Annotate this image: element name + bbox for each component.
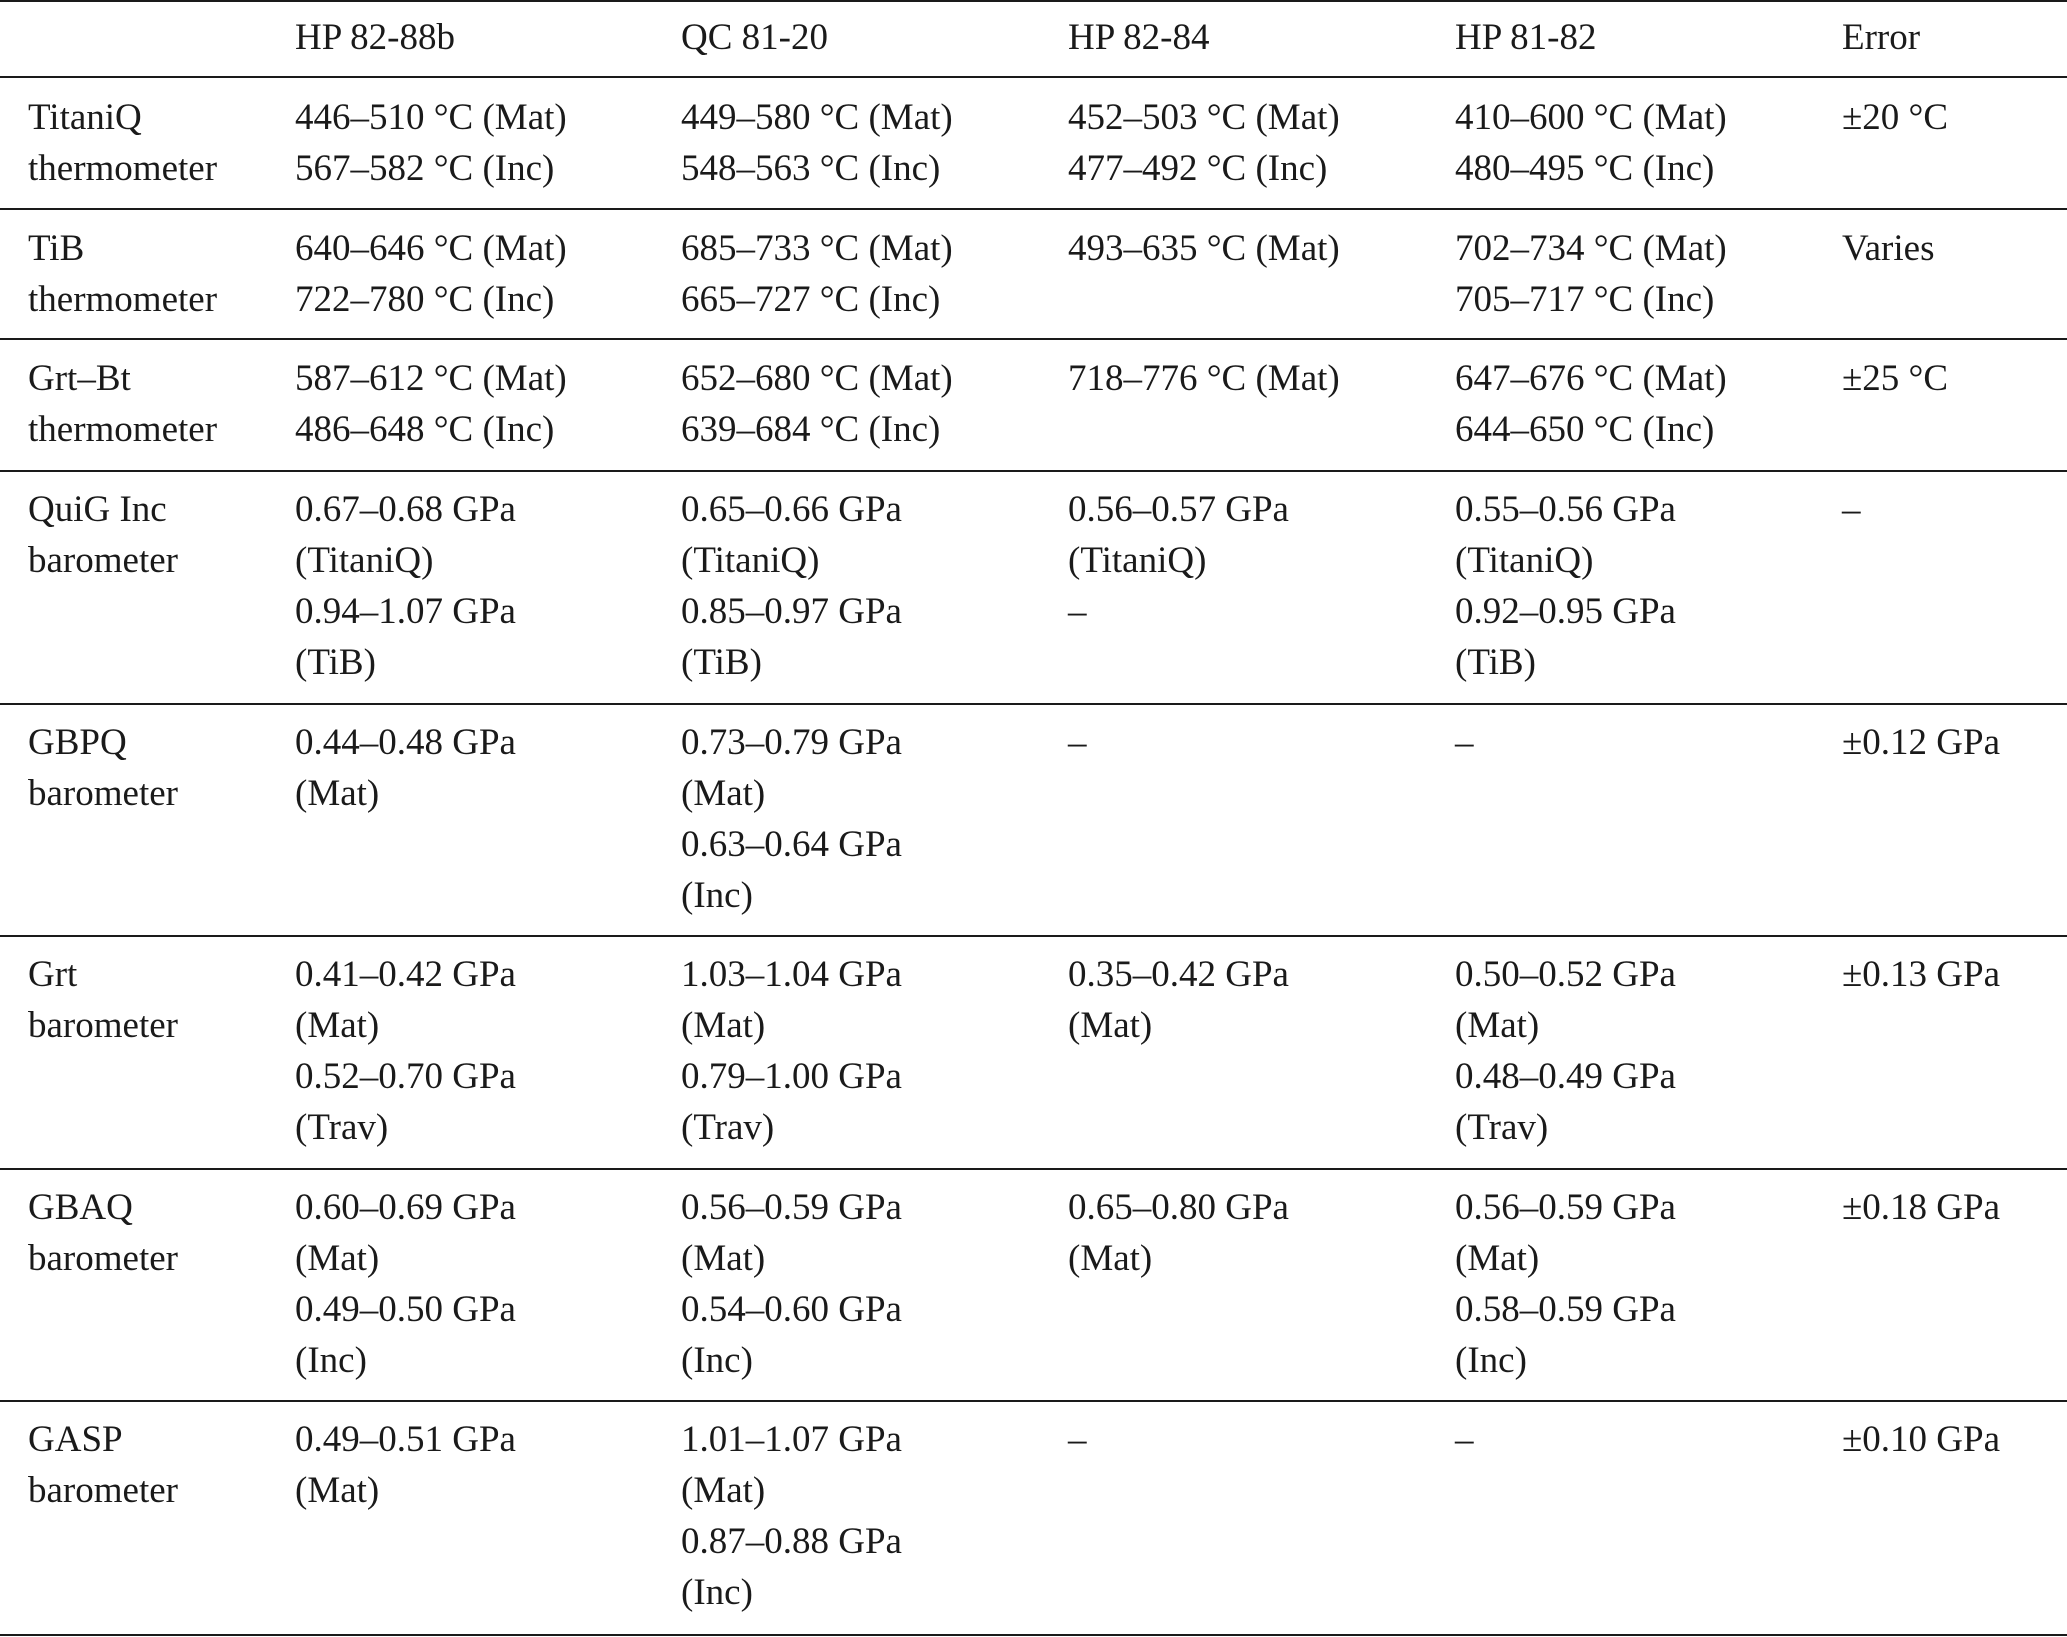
column-header: HP 82-88b (295, 17, 455, 58)
row-label: TiB thermometer (28, 228, 218, 320)
table-cell: – (1455, 722, 1474, 763)
table-cell: 652–680 °C (Mat) 639–684 °C (Inc) (681, 358, 953, 450)
table-cell: 0.41–0.42 GPa (Mat) 0.52–0.70 GPa (Trav) (295, 954, 516, 1148)
table-cell: 0.56–0.59 GPa (Mat) 0.58–0.59 GPa (Inc) (1455, 1187, 1676, 1381)
table-cell: 0.44–0.48 GPa (Mat) (295, 722, 516, 814)
table-cell: 685–733 °C (Mat) 665–727 °C (Inc) (681, 228, 953, 320)
table-cell: 640–646 °C (Mat) 722–780 °C (Inc) (295, 228, 567, 320)
column-header: HP 82-84 (1068, 17, 1210, 58)
error-cell: ±20 °C (1842, 97, 1949, 138)
table-rule (0, 935, 2067, 937)
table-cell: 647–676 °C (Mat) 644–650 °C (Inc) (1455, 358, 1727, 450)
error-cell: ±0.13 GPa (1842, 954, 2001, 995)
row-label: QuiG Inc barometer (28, 489, 178, 581)
table-cell: 0.65–0.80 GPa (Mat) (1068, 1187, 1289, 1279)
table-rule-header (0, 76, 2067, 78)
table-rule (0, 1400, 2067, 1402)
table-cell: 1.01–1.07 GPa (Mat) 0.87–0.88 GPa (Inc) (681, 1419, 902, 1613)
column-header: QC 81-20 (681, 17, 828, 58)
table-rule-top (0, 0, 2067, 2)
table-cell: 0.60–0.69 GPa (Mat) 0.49–0.50 GPa (Inc) (295, 1187, 516, 1381)
row-label: Grt barometer (28, 954, 178, 1046)
table-cell: 0.50–0.52 GPa (Mat) 0.48–0.49 GPa (Trav) (1455, 954, 1676, 1148)
table-cell: 0.65–0.66 GPa (TitaniQ) 0.85–0.97 GPa (TiB) (681, 489, 902, 683)
error-cell: ±0.12 GPa (1842, 722, 2001, 763)
table-cell: 1.03–1.04 GPa (Mat) 0.79–1.00 GPa (Trav) (681, 954, 902, 1148)
column-header: Error (1842, 17, 1921, 58)
table-rule (0, 1168, 2067, 1170)
table-cell: 0.35–0.42 GPa (Mat) (1068, 954, 1289, 1046)
column-header: HP 81-82 (1455, 17, 1597, 58)
table-cell: 0.49–0.51 GPa (Mat) (295, 1419, 516, 1511)
row-label: TitaniQ thermometer (28, 97, 218, 189)
table-cell: 718–776 °C (Mat) (1068, 358, 1340, 399)
table-cell: 0.55–0.56 GPa (TitaniQ) 0.92–0.95 GPa (TiB) (1455, 489, 1676, 683)
row-label: GBAQ barometer (28, 1187, 178, 1279)
table-cell: 410–600 °C (Mat) 480–495 °C (Inc) (1455, 97, 1727, 189)
error-cell: ±0.18 GPa (1842, 1187, 2001, 1228)
error-cell: ±25 °C (1842, 358, 1949, 399)
table-cell: 587–612 °C (Mat) 486–648 °C (Inc) (295, 358, 567, 450)
table-cell: 0.67–0.68 GPa (TitaniQ) 0.94–1.07 GPa (TiB) (295, 489, 516, 683)
table-rule (0, 338, 2067, 340)
table-cell: – (1455, 1419, 1474, 1460)
table-cell: 0.56–0.57 GPa (TitaniQ) – (1068, 489, 1289, 632)
row-label: Grt–Bt thermometer (28, 358, 218, 450)
row-label: GBPQ barometer (28, 722, 178, 814)
table-rule (0, 470, 2067, 472)
table-rule (0, 703, 2067, 705)
table-rule (0, 208, 2067, 210)
error-cell: ±0.10 GPa (1842, 1419, 2001, 1460)
table-cell: 452–503 °C (Mat) 477–492 °C (Inc) (1068, 97, 1340, 189)
table-cell: 0.73–0.79 GPa (Mat) 0.63–0.64 GPa (Inc) (681, 722, 902, 916)
table-rule-bottom (0, 1634, 2067, 1636)
table-cell: 446–510 °C (Mat) 567–582 °C (Inc) (295, 97, 567, 189)
error-cell: – (1842, 489, 1861, 530)
table-cell: – (1068, 722, 1087, 763)
table-cell: 0.56–0.59 GPa (Mat) 0.54–0.60 GPa (Inc) (681, 1187, 902, 1381)
table-cell: – (1068, 1419, 1087, 1460)
table-cell: 493–635 °C (Mat) (1068, 228, 1340, 269)
row-label: GASP barometer (28, 1419, 178, 1511)
table-cell: 702–734 °C (Mat) 705–717 °C (Inc) (1455, 228, 1727, 320)
table-cell: 449–580 °C (Mat) 548–563 °C (Inc) (681, 97, 953, 189)
error-cell: Varies (1842, 228, 1935, 269)
